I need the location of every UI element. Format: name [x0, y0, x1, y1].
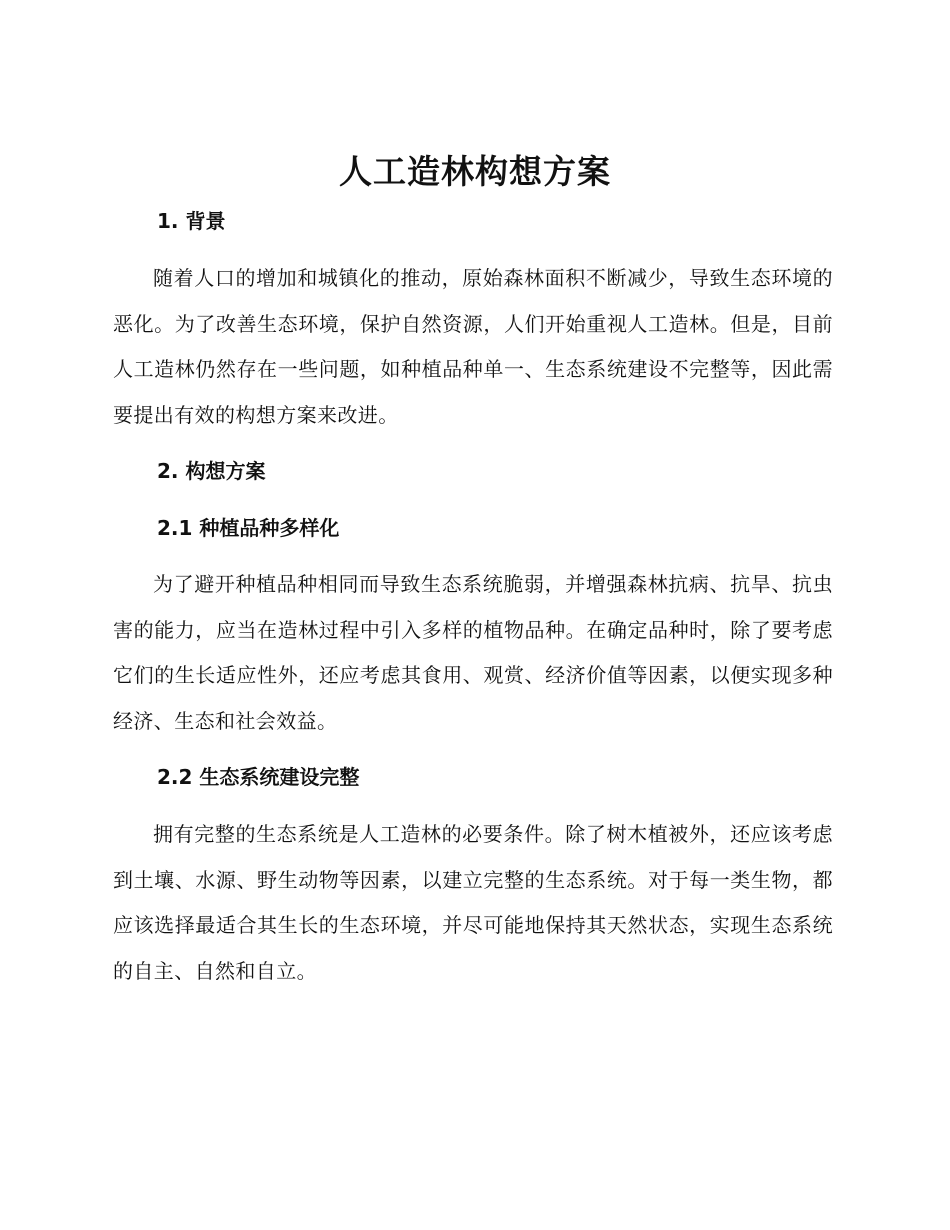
section-heading-diversity: 2.1 种植品种多样化 [157, 516, 340, 540]
paragraph-background: 随着人口的增加和城镇化的推动，原始森林面积不断减少，导致生态环境的恶化。为了改善生态环境，保护自然资源，人们开始重视人工造林。但是，目前人工造林仍然存在一些问题，如种植品种单一、生态系统建设不完整等，因此需要提出有效的构想方案来改进。 [113, 266, 833, 427]
section-heading-ecosystem: 2.2 生态系统建设完整 [157, 765, 360, 789]
paragraph-diversity: 为了避开种植品种相同而导致生态系统脆弱，并增强森林抗病、抗旱、抗虫害的能力，应当在造林过程中引入多样的植物品种。在确定品种时，除了要考虑它们的生长适应性外，还应考虑其食用、观赏、经济价值等因素，以便实现多种经济、生态和社会效益。 [113, 572, 833, 733]
paragraph-ecosystem: 拥有完整的生态系统是人工造林的必要条件。除了树木植被外，还应该考虑到土壤、水源、野生动物等因素，以建立完整的生态系统。对于每一类生物，都应该选择最适合其生长的生态环境，并尽可能地保持其天然状态，实现生态系统的自主、自然和自立。 [113, 822, 833, 983]
section-heading-background: 1. 背景 [157, 209, 226, 233]
document-title: 人工造林构想方案 [339, 152, 611, 191]
section-heading-plan: 2. 构想方案 [157, 459, 266, 483]
